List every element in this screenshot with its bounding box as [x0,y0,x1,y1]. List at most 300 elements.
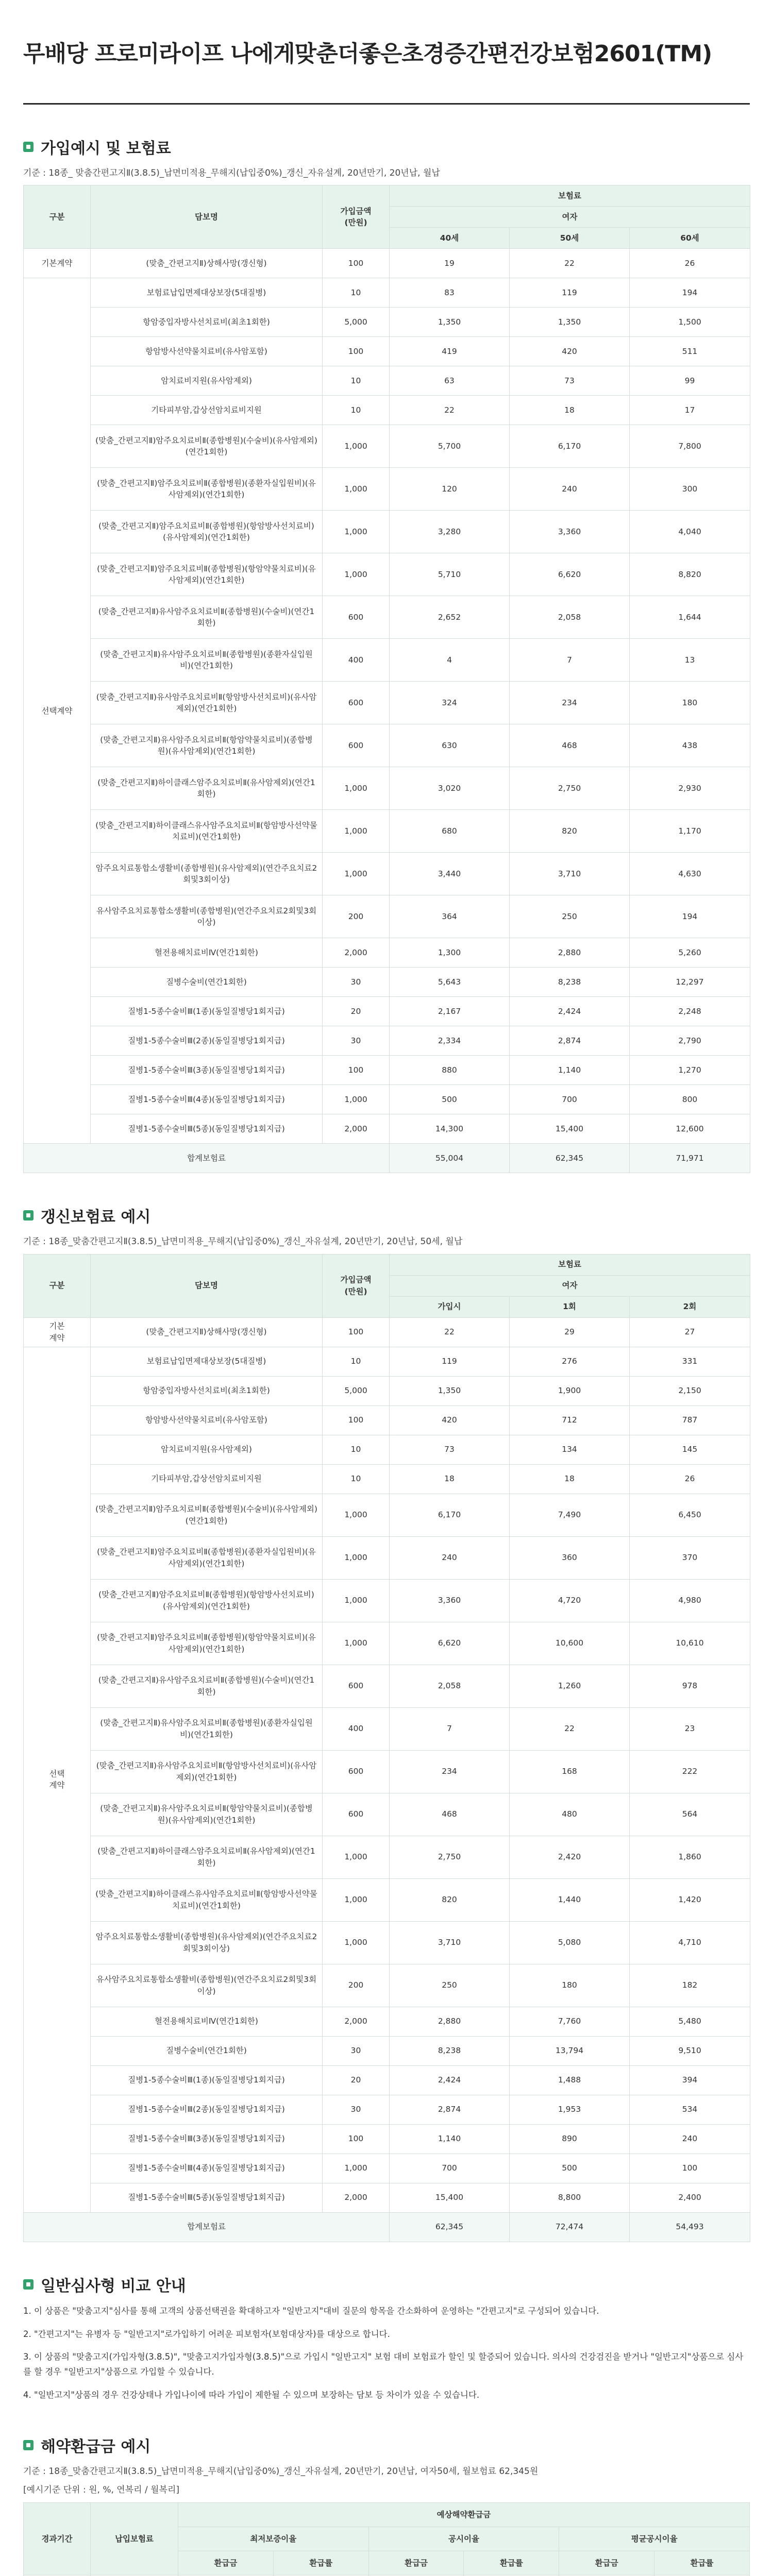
premium-cell: 420 [510,337,630,366]
amount-cell: 600 [323,1793,390,1836]
premium-cell: 2,880 [510,938,630,968]
col-sex-header: 여자 [390,1275,750,1296]
coverage-name-cell: 혈전용해치료비Ⅳ(연간1회한) [91,2007,323,2036]
coverage-name-cell: (맞춤_간편고지Ⅱ)암주요치료비Ⅱ(종합병원)(종환자실입원비)(유사암제외)(연간1회한) [91,468,323,511]
premium-cell: 10,600 [510,1622,630,1665]
premium-cell: 534 [630,2095,750,2124]
premium-cell: 14,300 [390,1114,510,1144]
table-row [24,1964,750,2007]
total-value: 62,345 [390,2212,510,2242]
premium-cell: 3,710 [510,853,630,895]
amount-cell: 1,000 [323,810,390,853]
premium-cell: 234 [510,682,630,724]
amount-cell: 30 [323,968,390,997]
amount-cell: 1,000 [323,1921,390,1964]
premium-cell: 120 [390,468,510,511]
coverage-name-cell: 질병1-5종수술비Ⅲ(1종)(동일질병당1회지급) [91,997,323,1026]
amount-cell: 10 [323,396,390,425]
coverage-name-cell: (맞춤_간편고지Ⅱ)암주요치료비Ⅱ(종합병원)(항암약물치료비)(유사암제외)(연간1회한) [91,1622,323,1665]
premium-cell: 10,610 [630,1622,750,1665]
premium-cell: 240 [630,2124,750,2154]
premium-cell: 820 [390,1878,510,1921]
premium-cell: 511 [630,337,750,366]
premium-cell: 5,260 [630,938,750,968]
group-cell: 기본 계약 [24,1317,91,1347]
premium-cell: 1,140 [510,1056,630,1085]
coverage-name-cell: 유사암주요치료통합소생활비(종합병원)(연간주요치료2회및3회이상) [91,895,323,938]
col-renewal-header: 가입시 [390,1296,510,1317]
note-paragraph: 2. "간편고지"는 유병자 등 "일반고지"로가입하기 어려운 피보험자(보험대상자)를 대상으로 합니다. [23,2329,390,2339]
table-row [24,2065,750,2095]
coverage-name-cell: 암주요치료통합소생활비(종합병원)(유사암제외)(연간주요치료2회및3회이상) [91,853,323,895]
section-title: 갱신보험료 예시 [41,1208,151,1227]
col-rate-subheader: 환급률 [273,2551,368,2575]
coverage-name-cell: (맞춤_간편고지Ⅱ)암주요치료비Ⅱ(종합병원)(항암방사선치료비)(유사암제외)(연간1회한) [91,511,323,553]
col-group-header: 구분 [24,1254,91,1317]
note-paragraph: 3. 이 상품의 "맞춤고지(가입자형(3.8.5)", "맞춤고지가입자형(3.8.5)"으로 가입시 "일반고지" 보험 대비 보험료가 할인 및 할증되어 있습니다. 의사의 건강검진을 받거나 "일반고지"상품으로 심사를 할 경우 "일반고지"상품으로 가입할 수 있습니다. [23,2352,744,2377]
premium-cell: 2,248 [630,997,750,1026]
table-row [24,682,750,724]
total-row [24,2212,750,2242]
amount-cell: 20 [323,2065,390,2095]
condition-text: 기준 : 18종_맞춤간편고지Ⅱ(3.8.5)_납면미적용_무해지(납입중0%)_갱신_자유설계, 20년만기, 20년납, 50세, 월납 [23,1236,463,1247]
premium-cell: 2,420 [510,1836,630,1878]
premium-cell: 712 [510,1405,630,1435]
premium-cell: 5,700 [390,425,510,468]
coverage-name-cell: 질병1-5종수술비Ⅲ(5종)(동일질병당1회지급) [91,2183,323,2212]
coverage-name-cell: (맞춤_간편고지Ⅱ)유사암주요치료비Ⅱ(종합병원)(수술비)(연간1회한) [91,1665,323,1707]
coverage-name-cell: (맞춤_간편고지Ⅱ)유사암주요치료비Ⅱ(항암약물치료비)(종합병원)(유사암제외)(연간1회한) [91,724,323,767]
premium-cell: 22 [510,1707,630,1750]
col-public-rate-header: 공시이율 [368,2527,559,2551]
premium-cell: 700 [390,2154,510,2183]
table-row [24,1836,750,1878]
coverage-name-cell: (맞춤_간편고지Ⅱ)하이클래스유사암주요치료비Ⅱ(항암방사선약물치료비)(연간1회한) [91,1878,323,1921]
premium-cell: 15,400 [510,1114,630,1144]
premium-cell: 2,150 [630,1376,750,1405]
table-row [24,1750,750,1793]
total-value: 72,474 [510,2212,630,2242]
premium-cell: 17 [630,396,750,425]
premium-cell: 22 [390,1317,510,1347]
premium-cell: 234 [390,1750,510,1793]
table-row [24,1435,750,1464]
amount-cell: 1,000 [323,2154,390,2183]
coverage-name-cell: 보험료납입면제대상보장(5대질병) [91,1347,323,1376]
amount-cell: 100 [323,2124,390,2154]
amount-cell: 1,000 [323,1494,390,1536]
premium-cell: 3,020 [390,767,510,810]
premium-cell: 73 [510,366,630,396]
premium-cell: 1,900 [510,1376,630,1405]
premium-cell: 5,080 [510,1921,630,1964]
premium-cell: 1,440 [510,1878,630,1921]
premium-cell: 83 [390,278,510,308]
coverage-name-cell: 암치료비지원(유사암제외) [91,1435,323,1464]
total-value: 71,971 [630,1144,750,1173]
premium-cell: 2,750 [390,1836,510,1878]
premium-cell: 134 [510,1435,630,1464]
unit-text: [예시기준 단위 : 원, %, 연복리 / 월복리] [23,2485,179,2496]
col-period-header: 경과기간 [24,2502,91,2575]
premium-cell: 7,800 [630,425,750,468]
amount-cell: 100 [323,1317,390,1347]
premium-cell: 194 [630,895,750,938]
premium-cell: 680 [390,810,510,853]
col-rate-subheader: 환급률 [464,2551,559,2575]
premium-cell: 1,270 [630,1056,750,1085]
coverage-name-cell: (맞춤_간편고지Ⅱ)유사암주요치료비Ⅱ(종합병원)(수술비)(연간1회한) [91,596,323,639]
section-bullet-icon [23,2440,33,2450]
premium-cell: 182 [630,1964,750,2007]
premium-cell: 1,953 [510,2095,630,2124]
premium-cell: 3,360 [510,511,630,553]
coverage-name-cell: 혈전용해치료비Ⅳ(연간1회한) [91,938,323,968]
table-row [24,596,750,639]
col-premium-header: 보험료 [390,185,750,207]
premium-cell: 12,297 [630,968,750,997]
table-row [24,1707,750,1750]
total-value: 54,493 [630,2212,750,2242]
col-group-header: 구분 [24,185,91,249]
premium-cell: 3,440 [390,853,510,895]
table-row [24,767,750,810]
table-row [24,1665,750,1707]
amount-cell: 1,000 [323,511,390,553]
coverage-name-cell: 암주요치료통합소생활비(종합병원)(유사암제외)(연간주요치료2회및3회이상) [91,1921,323,1964]
col-min-rate-header: 최저보증이율 [178,2527,369,2551]
premium-cell: 73 [390,1435,510,1464]
amount-cell: 600 [323,596,390,639]
premium-cell: 29 [510,1317,630,1347]
premium-cell: 4,720 [510,1579,630,1622]
premium-cell: 18 [510,396,630,425]
col-renewal-header: 1회 [510,1296,630,1317]
premium-cell: 2,880 [390,2007,510,2036]
section-heading-example [23,135,750,158]
amount-cell: 1,000 [323,1579,390,1622]
coverage-name-cell: (맞춤_간편고지Ⅱ)암주요치료비Ⅱ(종합병원)(종환자실입원비)(유사암제외)(연간1회한) [91,1536,323,1579]
premium-cell: 420 [390,1405,510,1435]
premium-cell: 787 [630,1405,750,1435]
col-coverage-header: 담보명 [91,185,323,249]
premium-cell: 250 [510,895,630,938]
col-paid-header: 납입보험료 [91,2502,178,2575]
amount-cell: 400 [323,1707,390,1750]
section-heading-renewal [23,1204,750,1227]
table-row [24,1579,750,1622]
coverage-name-cell: 유사암주요치료통합소생활비(종합병원)(연간주요치료2회및3회이상) [91,1964,323,2007]
premium-cell: 2,790 [630,1026,750,1056]
premium-cell: 1,860 [630,1836,750,1878]
coverage-name-cell: 항암방사선약물치료비(유사암포함) [91,1405,323,1435]
premium-cell: 18 [390,1464,510,1494]
coverage-name-cell: (맞춤_간편고지Ⅱ)유사암주요치료비Ⅱ(항암방사선치료비)(유사암제외)(연간1회한) [91,682,323,724]
premium-cell: 7 [390,1707,510,1750]
premium-cell: 3,280 [390,511,510,553]
amount-cell: 30 [323,1026,390,1056]
premium-cell: 99 [630,366,750,396]
col-coverage-header: 담보명 [91,1254,323,1317]
comparison-notes [23,2304,750,2403]
table-row [24,1536,750,1579]
premium-cell: 419 [390,337,510,366]
premium-cell: 880 [390,1056,510,1085]
coverage-name-cell: (맞춤_간편고지Ⅱ)암주요치료비Ⅱ(종합병원)(수술비)(유사암제외)(연간1회한) [91,425,323,468]
coverage-name-cell: (맞춤_간편고지Ⅱ)하이클래스유사암주요치료비Ⅱ(항암방사선약물치료비)(연간1회한) [91,810,323,853]
coverage-name-cell: 질병1-5종수술비Ⅲ(5종)(동일질병당1회지급) [91,1114,323,1144]
condition-text: 기준 : 18종_맞춤간편고지Ⅱ(3.8.5)_납면미적용_무해지(납입중0%)_갱신_자유설계, 20년만기, 20년납, 여자50세, 월보험료 62,345원 [23,2466,539,2477]
premium-cell: 800 [630,1085,750,1114]
premium-cell: 3,710 [390,1921,510,1964]
premium-cell: 8,238 [510,968,630,997]
table-row [24,2124,750,2154]
premium-cell: 222 [630,1750,750,1793]
section-heading-comparison [23,2273,750,2296]
premium-cell: 7 [510,639,630,682]
premium-cell: 1,350 [390,308,510,337]
premium-cell: 978 [630,1665,750,1707]
premium-cell: 9,510 [630,2036,750,2065]
premium-cell: 6,170 [510,425,630,468]
premium-cell: 18 [510,1464,630,1494]
total-value: 62,345 [510,1144,630,1173]
table-row [24,396,750,425]
col-amount-header: 가입금액 (만원) [323,1254,390,1317]
table-row [24,938,750,968]
premium-cell: 3,360 [390,1579,510,1622]
col-avg-rate-header: 평균공시이율 [559,2527,750,2551]
premium-cell: 6,620 [510,553,630,596]
section-bullet-icon [23,142,33,152]
col-refund-header: 예상해약환급금 [178,2502,750,2527]
amount-cell: 30 [323,2095,390,2124]
premium-cell: 500 [390,1085,510,1114]
table-row [24,2154,750,2183]
premium-cell: 240 [510,468,630,511]
table-row [24,2007,750,2036]
table-row [24,1026,750,1056]
premium-cell: 12,600 [630,1114,750,1144]
table-row [24,810,750,853]
premium-cell: 145 [630,1435,750,1464]
premium-cell: 1,260 [510,1665,630,1707]
premium-cell: 119 [510,278,630,308]
premium-cell: 890 [510,2124,630,2154]
premium-cell: 331 [630,1347,750,1376]
premium-cell: 2,058 [390,1665,510,1707]
premium-cell: 19 [390,249,510,278]
amount-cell: 1,000 [323,1836,390,1878]
premium-cell: 5,710 [390,553,510,596]
premium-cell: 27 [630,1317,750,1347]
amount-cell: 1,000 [323,425,390,468]
premium-cell: 2,167 [390,997,510,1026]
col-age-header: 50세 [510,228,630,249]
coverage-name-cell: 질병1-5종수술비Ⅲ(3종)(동일질병당1회지급) [91,2124,323,2154]
amount-cell: 10 [323,1464,390,1494]
table-row [24,1494,750,1536]
premium-cell: 6,170 [390,1494,510,1536]
premium-cell: 7,490 [510,1494,630,1536]
section-bullet-icon [23,1210,33,1221]
premium-cell: 8,800 [510,2183,630,2212]
premium-cell: 5,480 [630,2007,750,2036]
amount-cell: 100 [323,249,390,278]
premium-cell: 100 [630,2154,750,2183]
premium-cell: 23 [630,1707,750,1750]
premium-cell: 250 [390,1964,510,2007]
table-row [24,1405,750,1435]
premium-cell: 1,420 [630,1878,750,1921]
coverage-name-cell: 질병1-5종수술비Ⅲ(1종)(동일질병당1회지급) [91,2065,323,2095]
coverage-name-cell: 항암중입자방사선치료비(최초1회한) [91,1376,323,1405]
coverage-name-cell: (맞춤_간편고지Ⅱ)유사암주요치료비Ⅱ(항암약물치료비)(종합병원)(유사암제외)(연간1회한) [91,1793,323,1836]
premium-cell: 2,930 [630,767,750,810]
coverage-name-cell: 암치료비지원(유사암제외) [91,366,323,396]
table-row [24,511,750,553]
amount-cell: 1,000 [323,767,390,810]
coverage-name-cell: (맞춤_간편고지Ⅱ)암주요치료비Ⅱ(종합병원)(항암방사선치료비)(유사암제외)(연간1회한) [91,1579,323,1622]
premium-cell: 168 [510,1750,630,1793]
premium-cell: 1,170 [630,810,750,853]
premium-cell: 480 [510,1793,630,1836]
col-age-header: 40세 [390,228,510,249]
col-amount-subheader: 환급금 [368,2551,464,2575]
table-row [24,1056,750,1085]
premium-cell: 1,500 [630,308,750,337]
premium-cell: 468 [390,1793,510,1836]
amount-cell: 100 [323,1405,390,1435]
premium-cell: 2,334 [390,1026,510,1056]
amount-cell: 200 [323,895,390,938]
amount-cell: 2,000 [323,938,390,968]
table-row [24,1878,750,1921]
table-row [24,553,750,596]
coverage-name-cell: 질병1-5종수술비Ⅲ(2종)(동일질병당1회지급) [91,1026,323,1056]
table-row [24,1622,750,1665]
table-row [24,895,750,938]
premium-cell: 2,874 [510,1026,630,1056]
coverage-name-cell: 질병1-5종수술비Ⅲ(4종)(동일질병당1회지급) [91,2154,323,2183]
section-heading-refund [23,2434,750,2456]
table-row [24,249,750,278]
total-row [24,1144,750,1173]
amount-cell: 600 [323,1665,390,1707]
amount-cell: 1,000 [323,553,390,596]
premium-cell: 630 [390,724,510,767]
table-row [24,1921,750,1964]
coverage-name-cell: (맞춤_간편고지Ⅱ)유사암주요치료비Ⅱ(종합병원)(종환자실입원비)(연간1회한) [91,639,323,682]
coverage-name-cell: (맞춤_간편고지Ⅱ)유사암주요치료비Ⅱ(항암방사선치료비)(유사암제외)(연간1회한) [91,1750,323,1793]
premium-cell: 1,300 [390,938,510,968]
premium-cell: 26 [630,249,750,278]
amount-cell: 30 [323,2036,390,2065]
amount-cell: 600 [323,724,390,767]
amount-cell: 1,000 [323,1536,390,1579]
amount-cell: 200 [323,1964,390,2007]
premium-cell: 2,058 [510,596,630,639]
coverage-name-cell: 항암방사선약물치료비(유사암포함) [91,337,323,366]
table-row [24,1317,750,1347]
section-title: 해약환급금 예시 [41,2438,151,2456]
total-value: 55,004 [390,1144,510,1173]
page-title: 무배당 프로미라이프 나에게맞춘더좋은초경증간편건강보험2601(TM) [23,0,750,105]
premium-cell: 1,140 [390,2124,510,2154]
premium-example-table [23,185,750,1173]
col-renewal-header: 2회 [630,1296,750,1317]
section-bullet-icon [23,2279,33,2290]
group-cell: 선택계약 [24,278,91,1144]
coverage-name-cell: 질병1-5종수술비Ⅲ(2종)(동일질병당1회지급) [91,2095,323,2124]
amount-cell: 1,000 [323,1085,390,1114]
premium-cell: 700 [510,1085,630,1114]
table-row [24,1347,750,1376]
premium-cell: 2,652 [390,596,510,639]
coverage-name-cell: (맞춤_간편고지Ⅱ)상해사망(갱신형) [91,1317,323,1347]
group-cell: 기본계약 [24,249,91,278]
premium-cell: 26 [630,1464,750,1494]
premium-cell: 468 [510,724,630,767]
premium-cell: 180 [510,1964,630,2007]
premium-cell: 240 [390,1536,510,1579]
table-row [24,278,750,308]
premium-cell: 119 [390,1347,510,1376]
premium-cell: 1,488 [510,2065,630,2095]
amount-cell: 400 [323,639,390,682]
premium-cell: 22 [390,396,510,425]
table-row [24,968,750,997]
amount-cell: 2,000 [323,1114,390,1144]
premium-cell: 15,400 [390,2183,510,2212]
coverage-name-cell: 보험료납입면제대상보장(5대질병) [91,278,323,308]
coverage-name-cell: 질병1-5종수술비Ⅲ(3종)(동일질병당1회지급) [91,1056,323,1085]
total-label: 합계보험료 [24,1144,390,1173]
table-row [24,724,750,767]
coverage-name-cell: 기타피부암,갑상선암치료비지원 [91,396,323,425]
premium-cell: 438 [630,724,750,767]
premium-cell: 500 [510,2154,630,2183]
note-paragraph: 4. "일반고지"상품의 경우 건강상태나 가입나이에 따라 가입이 제한될 수 있으며 보장하는 담보 등 차이가 있을 수 있습니다. [23,2390,480,2400]
premium-cell: 7,760 [510,2007,630,2036]
renewal-premium-table [23,1254,750,2242]
premium-cell: 13,794 [510,2036,630,2065]
premium-cell: 22 [510,249,630,278]
coverage-name-cell: (맞춤_간편고지Ⅱ)하이클래스암주요치료비Ⅱ(유사암제외)(연간1회한) [91,767,323,810]
amount-cell: 1,000 [323,853,390,895]
table-row [24,425,750,468]
premium-cell: 4,630 [630,853,750,895]
amount-cell: 10 [323,1347,390,1376]
premium-cell: 370 [630,1536,750,1579]
premium-cell: 2,424 [510,997,630,1026]
coverage-name-cell: (맞춤_간편고지Ⅱ)암주요치료비Ⅱ(종합병원)(항암약물치료비)(유사암제외)(연간1회한) [91,553,323,596]
premium-cell: 8,820 [630,553,750,596]
amount-cell: 10 [323,1435,390,1464]
section-title: 가입예시 및 보험료 [41,140,171,158]
amount-cell: 100 [323,1056,390,1085]
coverage-name-cell: 기타피부암,갑상선암치료비지원 [91,1464,323,1494]
premium-cell: 364 [390,895,510,938]
premium-cell: 8,238 [390,2036,510,2065]
col-amount-header: 가입금액 (만원) [323,185,390,249]
amount-cell: 1,000 [323,468,390,511]
note-paragraph: 1. 이 상품은 "맞춤고지"심사를 통해 고객의 상품선택권을 확대하고자 "일반고지"대비 질문의 항목을 간소화하여 운영하는 "간편고지"로 구성되어 있습니다. [23,2306,599,2316]
table-row [24,337,750,366]
premium-cell: 2,400 [630,2183,750,2212]
coverage-name-cell: 질병수술비(연간1회한) [91,2036,323,2065]
table-row [24,639,750,682]
